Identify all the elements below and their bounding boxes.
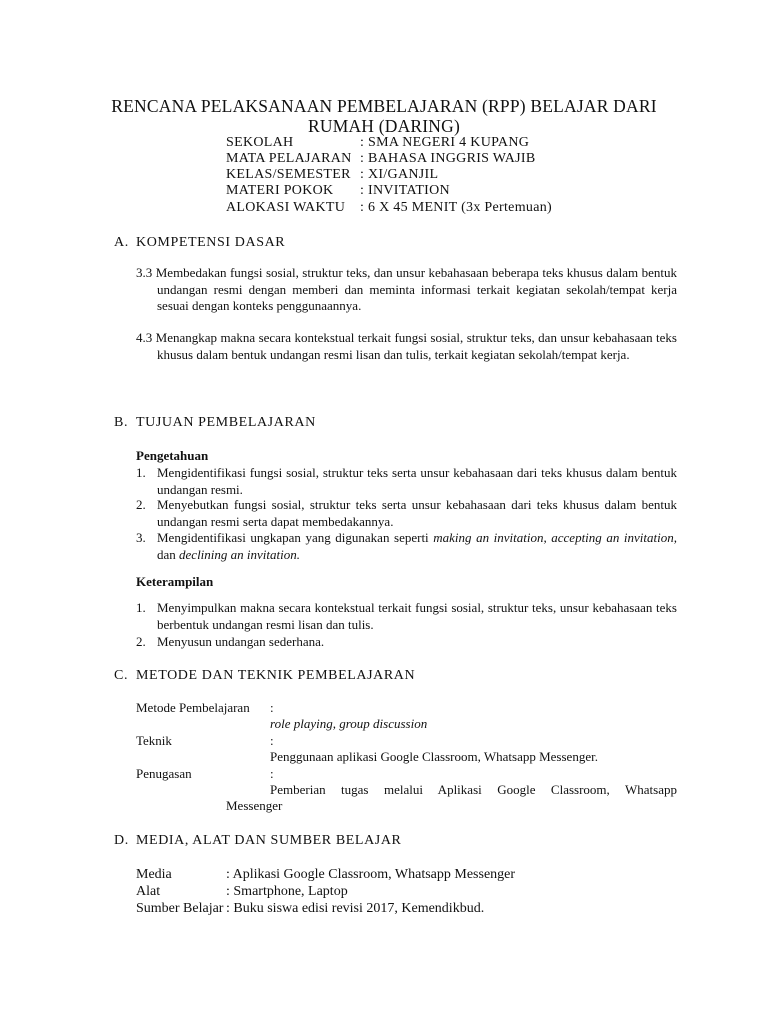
- section-a-title: KOMPETENSI DASAR: [136, 235, 286, 250]
- kd-3-3: 3.3 Membedakan fungsi sosial, struktur teks, dan unsur kebahasaan beberapa teks khusus dalam bentuk undangan resmi dengan memberi dan meminta informasi terkait kegiatan sekolah/tempat kerja sesuai dengan konteks penggunaannya.: [136, 265, 677, 313]
- pengetahuan-num-2: 2.: [136, 497, 146, 512]
- info-value-mapel: : BAHASA INGGRIS WAJIB: [360, 151, 536, 166]
- section-b-letter: B.: [114, 415, 129, 430]
- alat-label: Alat: [136, 884, 161, 899]
- info-label-mapel: MATA PELAJARAN: [226, 151, 352, 166]
- metode-colon: :: [270, 700, 274, 715]
- pengetahuan-item-2: Menyebutkan fungsi sosial, struktur teks serta unsur kebahasaan dari teks khusus dalam bentuk undangan resmi serta dapat membedakannya.: [157, 497, 677, 529]
- pengetahuan-item-1: Mengidentifikasi fungsi sosial, struktur teks serta unsur kebahasaan dari teks khusus dalam bentuk undangan resmi.: [157, 465, 677, 497]
- info-label-alokasi: ALOKASI WAKTU: [226, 200, 346, 215]
- document-title-line2: RUMAH (DARING): [307, 116, 461, 136]
- media-value: : Aplikasi Google Classroom, Whatsapp Messenger: [226, 867, 516, 882]
- section-a-letter: A.: [114, 235, 129, 250]
- pengetahuan-item-3: [157, 530, 677, 563]
- info-value-sekolah: : SMA NEGERI 4 KUPANG: [360, 135, 530, 150]
- penugasan-value: Pemberian tugas melalui Aplikasi Google Classroom, Whatsapp: [270, 782, 677, 797]
- penugasan-colon: :: [270, 766, 274, 781]
- pengetahuan-num-3: 3.: [136, 530, 146, 545]
- pengetahuan-item-3-mid: dan: [157, 546, 180, 562]
- keterampilan-num-2: 2.: [136, 634, 146, 649]
- teknik-value: Penggunaan aplikasi Google Classroom, Whatsapp Messenger.: [270, 749, 598, 764]
- info-label-kelas: KELAS/SEMESTER: [226, 167, 351, 182]
- teknik-label: Teknik: [136, 733, 172, 748]
- pengetahuan-item-3-text: Mengidentifikasi ungkapan yang digunakan seperti: [157, 530, 434, 545]
- info-label-sekolah: SEKOLAH: [226, 135, 294, 150]
- keterampilan-num-1: 1.: [136, 600, 146, 615]
- metode-value: role playing, group discussion: [270, 716, 428, 731]
- keterampilan-item-2: Menyusun undangan sederhana.: [157, 634, 325, 649]
- sumber-label: Sumber Belajar: [136, 901, 224, 916]
- document-title-line1: RENCANA PELAKSANAAN PEMBELAJARAN (RPP) BELAJAR DARI: [111, 96, 657, 116]
- info-value-kelas: : XI/GANJIL: [360, 167, 439, 182]
- keterampilan-item-1: Menyimpulkan makna secara kontekstual terkait fungsi sosial, struktur teks, unsur kebahasaan teks berbentuk undangan resmi lisan dan tulis.: [157, 600, 677, 632]
- kd-4-3: 4.3 Menangkap makna secara kontekstual terkait fungsi sosial, struktur teks, dan unsur kebahasaan teks khusus dalam bentuk undangan resmi lisan dan tulis, terkait kegiatan sekolah/tempat kerja.: [136, 330, 677, 362]
- pengetahuan-item-3-italic2: declining an invitation.: [179, 546, 300, 562]
- section-d-title: MEDIA, ALAT DAN SUMBER BELAJAR: [136, 833, 402, 848]
- section-d-letter: D.: [114, 833, 129, 848]
- pengetahuan-num-1: 1.: [136, 465, 146, 480]
- metode-label: Metode Pembelajaran: [136, 700, 250, 715]
- teknik-colon: :: [270, 733, 274, 748]
- info-value-alokasi: : 6 X 45 MENIT (3x Pertemuan): [360, 200, 552, 215]
- section-c-letter: C.: [114, 668, 129, 683]
- info-value-materi: : INVITATION: [360, 183, 450, 198]
- sumber-value: : Buku siswa edisi revisi 2017, Kemendikbud.: [226, 901, 485, 916]
- media-label: Media: [136, 867, 172, 882]
- alat-value: : Smartphone, Laptop: [226, 884, 348, 899]
- section-c-title: METODE DAN TEKNIK PEMBELAJARAN: [136, 668, 416, 683]
- pengetahuan-heading: Pengetahuan: [136, 448, 209, 463]
- pengetahuan-item-3-italic1: making an invitation, accepting an invitation,: [433, 530, 677, 545]
- keterampilan-heading: Keterampilan: [136, 574, 214, 589]
- info-label-materi: MATERI POKOK: [226, 183, 334, 198]
- section-b-title: TUJUAN PEMBELAJARAN: [136, 415, 316, 430]
- penugasan-value-cont: Messenger: [226, 798, 283, 813]
- penugasan-label: Penugasan: [136, 766, 192, 781]
